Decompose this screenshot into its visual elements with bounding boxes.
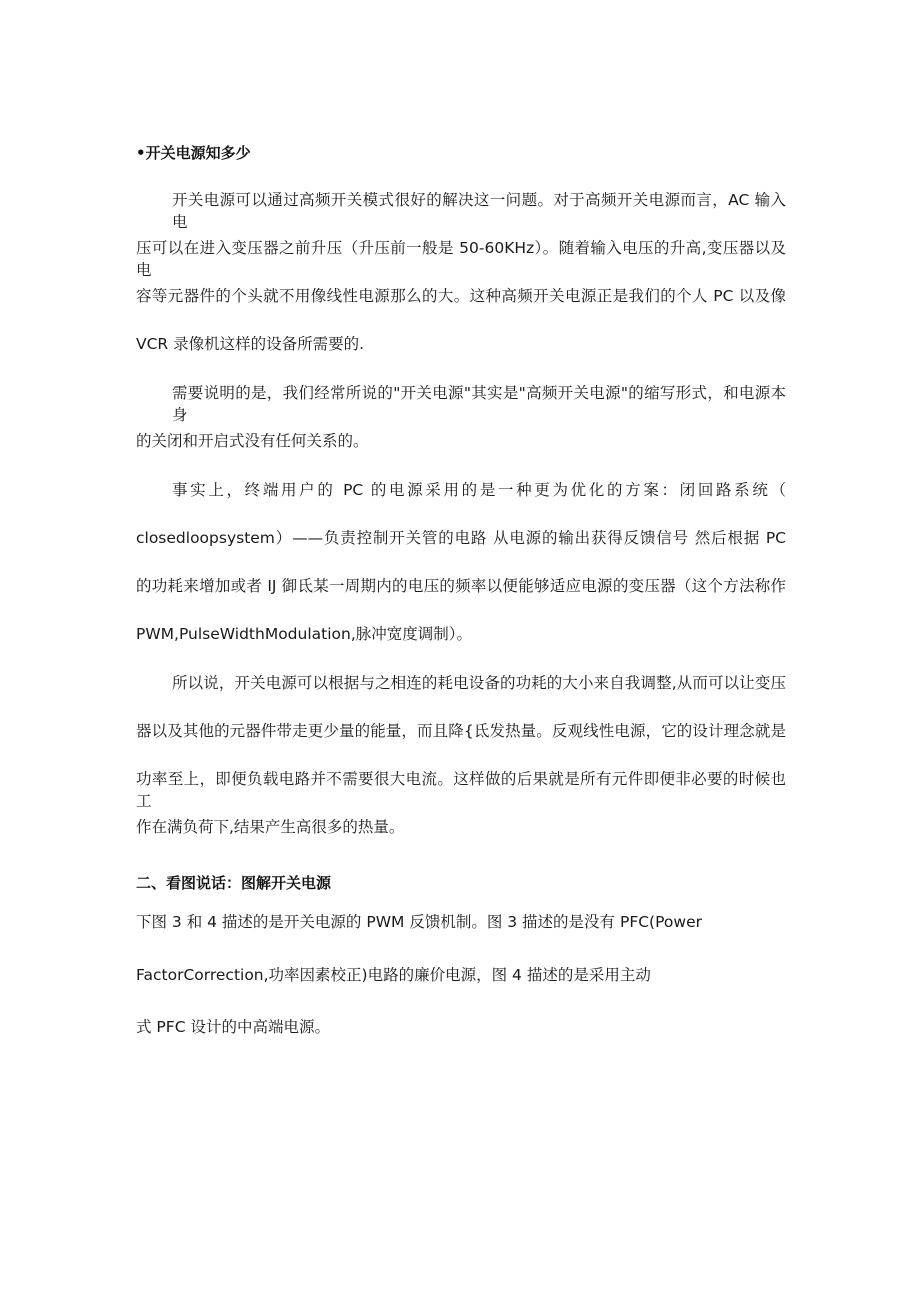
paragraph-line: 功率至上，即便负载电路并不需要很大电流。这样做的后果就是所有元件即便非必要的时候也工 (136, 770, 786, 810)
paragraph-line: 需要说明的是，我们经常所说的"开关电源"其实是"高频开关电源"的缩写形式，和电源本身 (172, 384, 786, 424)
paragraph-line: PWM,PulseWidthModulation,脉冲宽度调制）。 (136, 625, 473, 643)
paragraph-line: 作在满负荷下,结果产生高很多的热量。 (136, 818, 405, 836)
paragraph-line: 式 PFC 设计的中高端电源。 (136, 1018, 330, 1036)
paragraph-line: 事实上，终端用户的 PC 的电源采用的是一种更为优化的方案：闭回路系统（ (172, 481, 786, 499)
paragraph-line: closedloopsystem）——负责控制开关管的电路 从电源的输出获得反馈信号 然后根据 PC (136, 529, 786, 547)
paragraph-line: FactorCorrection,功率因素校正)电路的廉价电源，图 4 描述的是采用主动 (136, 966, 651, 984)
paragraph-line: 的关闭和开启式没有任何关系的。 (136, 432, 369, 450)
paragraph-line: 器以及其他的元器件带走更少量的能量，而且降{氐发热量。反观线性电源，它的设计理念就是 (136, 722, 786, 740)
paragraph-line: 的功耗来增加或者 IJ 御氐某一周期内的电压的频率以便能够适应电源的变压器（这个方法称作 (136, 577, 786, 595)
paragraph-line: 压可以在进入变压器之前升压（升压前一般是 50-60KHz）。随着输入电压的升高,变压器以及电 (136, 239, 786, 279)
section-heading-switching-power: •开关电源知多少 (136, 144, 251, 162)
paragraph-line: 下图 3 和 4 描述的是开关电源的 PWM 反馈机制。图 3 描述的是没有 PFC(Power (136, 913, 702, 931)
paragraph-line: VCR 录像机这样的设备所需要的. (136, 335, 365, 353)
paragraph-line: 开关电源可以通过高频开关模式很好的解决这一问题。对于高频开关电源而言，AC 输入电 (172, 191, 786, 231)
paragraph-line: 容等元器件的个头就不用像线性电源那么的大。这种高频开关电源正是我们的个人 PC 以及像 (136, 287, 786, 305)
paragraph-line: 所以说，开关电源可以根据与之相连的耗电设备的功耗的大小来自我调整,从而可以让变压 (172, 674, 786, 692)
section-heading-illustrated: 二、看图说话：图解开关电源 (136, 874, 332, 892)
